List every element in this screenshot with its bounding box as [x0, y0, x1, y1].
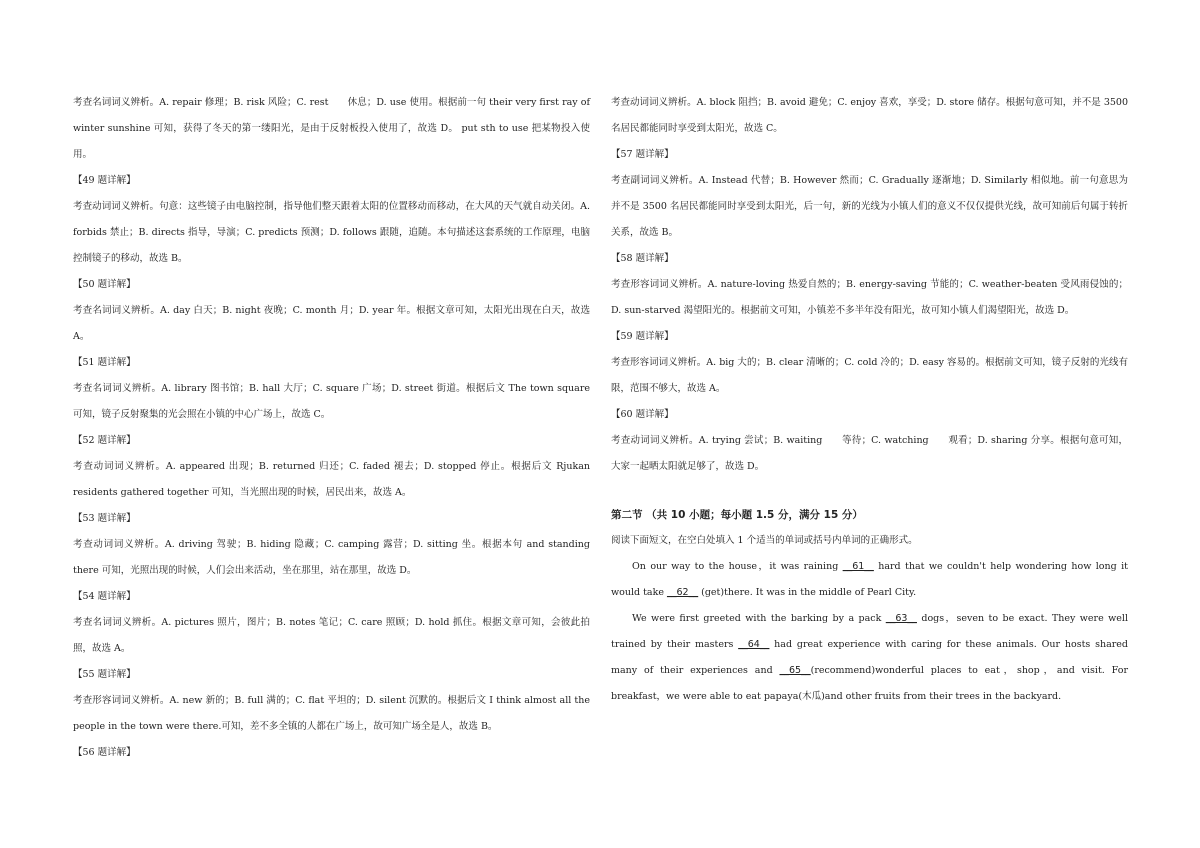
- passage-text: had great experience with caring for these animals. Our hosts shared many of their experiences and: [611, 639, 1129, 676]
- answer-60-heading: 【60 题详解】: [611, 409, 674, 420]
- answer-57-explanation: 考查副词词义辨析。A. Instead 代替；B. However 然而；C. Gradually 逐渐地；D. Similarly 相似地。前一句意思为并不是 3500 名居民都能同时享受到太阳光，后一句，新的光线为小镇人们的意义不仅仅提供光线，故可知前后句属于转折关系，故选 B。: [611, 175, 1128, 238]
- answer-59-explanation: 考查形容词词义辨析。A. big 大的；B. clear 清晰的；C. cold 冷的；D. easy 容易的。根据前文可知，镜子反射的光线有限，范围不够大，故选 A。: [611, 357, 1128, 394]
- passage-text: We were first greeted with the barking by a pack: [632, 613, 886, 624]
- left-column: [73, 90, 590, 766]
- section-title: 第二节 （共 10 小题；每小题 1.5 分，满分 15 分）: [611, 509, 863, 521]
- passage-text: (recommend)wonderful places to eat，shop，and visit. For breakfast，we were able to eat papaya(木瓜)and other fruits from their trees in the backyard.: [611, 665, 1128, 702]
- answer-59-heading: 【59 题详解】: [611, 331, 674, 342]
- passage-paragraph-2: [611, 606, 1128, 710]
- passage-text: On our way to the house，it was raining: [632, 561, 843, 572]
- answer-49-heading: 【49 题详解】: [73, 175, 136, 186]
- answer-58-heading: 【58 题详解】: [611, 253, 674, 264]
- blank-64: __64__: [738, 639, 770, 650]
- answer-50-explanation: 考查名词词义辨析。A. day 白天；B. night 夜晚；C. month 月；D. year 年。根据文章可知，太阳光出现在白天，故选 A。: [73, 305, 590, 342]
- passage-text: (get)there. It was in the middle of Pearl City.: [698, 587, 917, 598]
- answer-60-explanation: 考查动词词义辨析。A. trying 尝试；B. waiting 等待；C. watching 观看；D. sharing 分享。根据句意可知，大家一起晒太阳就足够了，故选 D。: [611, 435, 1128, 472]
- answer-52-explanation: 考查动词词义辨析。A. appeared 出现；B. returned 归还；C. faded 褪去；D. stopped 停止。根据后文 Rjukan residents gathered together 可知，当光照出现的时候，居民出来，故选 A。: [73, 461, 590, 498]
- answer-56-heading: 【56 题详解】: [73, 747, 136, 758]
- answer-57-heading: 【57 题详解】: [611, 149, 674, 160]
- blank-63: __63__: [885, 613, 917, 624]
- passage-paragraph-1: [611, 554, 1128, 606]
- answer-52-heading: 【52 题详解】: [73, 435, 136, 446]
- blank-62: __62__: [667, 587, 699, 598]
- answer-58-explanation: 考查形容词词义辨析。A. nature-loving 热爱自然的；B. energy-saving 节能的；C. weather-beaten 受风雨侵蚀的；D. sun-starved 渴望阳光的。根据前文可知，小镇差不多半年没有阳光，故可知小镇人们渴望阳光，故选 D。: [611, 279, 1128, 316]
- answer-51-heading: 【51 题详解】: [73, 357, 136, 368]
- answer-49-explanation: 考查动词词义辨析。句意：这些镜子由电脑控制，指导他们整天跟着太阳的位置移动而移动，在大风的天气就自动关闭。A. forbids 禁止；B. directs 指导，导演；C. predicts 预测；D. follows 跟随，追随。本句描述这套系统的工作原理，电脑控制镜子的移动，故选 B。: [73, 201, 590, 264]
- answer-55-heading: 【55 题详解】: [73, 669, 136, 680]
- answer-54-explanation: 考查名词词义辨析。A. pictures 照片，图片；B. notes 笔记；C. care 照顾；D. hold 抓住。根据文章可知，会彼此拍照，故选 A。: [73, 617, 590, 654]
- answer-54-heading: 【54 题详解】: [73, 591, 136, 602]
- blank-65: __65__: [779, 665, 811, 676]
- answer-51-explanation: 考查名词词义辨析。A. library 图书馆；B. hall 大厅；C. square 广场；D. street 街道。根据后文 The town square 可知，镜子反射聚集的光会照在小镇的中心广场上，故选 C。: [73, 383, 590, 420]
- right-column: [611, 90, 1128, 710]
- answer-55-explanation: 考查形容词词义辨析。A. new 新的；B. full 满的；C. flat 平坦的；D. silent 沉默的。根据后文 I think almost all the people in the town were there.可知，差不多全镇的人都在广场上，故可知广场全是人，故选 B。: [73, 695, 590, 732]
- answer-53-explanation: 考查动词词义辨析。A. driving 驾驶；B. hiding 隐藏；C. camping 露营；D. sitting 坐。根据本句 and standing there 可知，光照出现的时候，人们会出来活动，坐在那里，站在那里，故选 D。: [73, 539, 590, 576]
- passage-text: dogs，seven to be exact. They were well trained by their masters: [611, 613, 1128, 650]
- answer-50-heading: 【50 题详解】: [73, 279, 136, 290]
- passage-text: hard that we couldn't help wondering how long it would take: [611, 561, 1128, 598]
- answer-48-explanation: 考查名词词义辨析。A. repair 修理；B. risk 风险；C. rest 休息；D. use 使用。根据前一句 their very first ray of winter sunshine 可知，获得了冬天的第一缕阳光，是由于反射板投入使用了，故选 D。 put sth to use 把某物投入使用。: [73, 97, 590, 160]
- section-instruction: 阅读下面短文，在空白处填入 1 个适当的单词或括号内单词的正确形式。: [611, 535, 918, 546]
- answer-56-explanation: 考查动词词义辨析。A. block 阻挡；B. avoid 避免；C. enjoy 喜欢，享受；D. store 储存。根据句意可知，并不是 3500 名居民都能同时享受到太阳光，故选 C。: [611, 97, 1128, 134]
- answer-53-heading: 【53 题详解】: [73, 513, 136, 524]
- blank-61: __61__: [842, 561, 874, 572]
